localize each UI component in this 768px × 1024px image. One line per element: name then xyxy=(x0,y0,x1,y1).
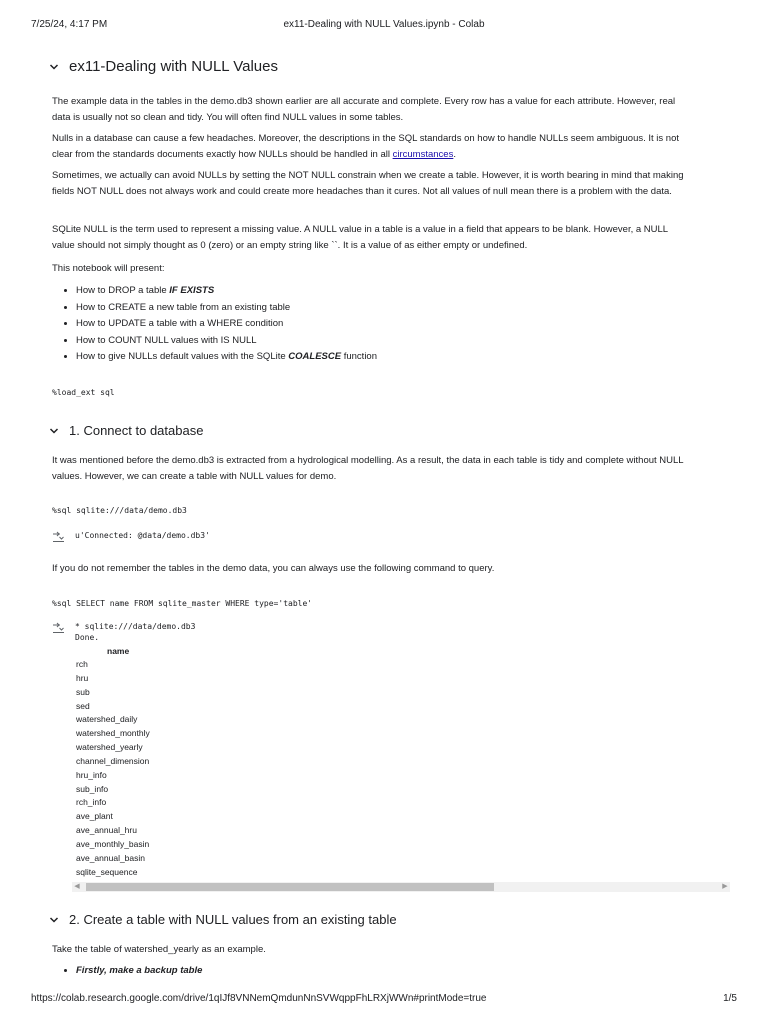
print-url: https://colab.research.google.com/drive/1qIJf8VNNemQmdunNnSVWqppFhLRXjWWn#printMode=true xyxy=(31,993,487,1004)
circumstances-link[interactable]: circumstances xyxy=(392,149,454,160)
scrollbar-thumb[interactable] xyxy=(86,883,494,891)
intro-paragraph-2: Nulls in a database can cause a few headaches. Moreover, the descriptions in the SQL standards on how to handle NULLs seem ambiguous. It is not clear from the standards documents exactly how NULLs should be handled in all circumstances. xyxy=(52,133,680,160)
notebook-title: ex11-Dealing with NULL Values xyxy=(69,58,278,75)
table-row: hru_info xyxy=(76,769,107,780)
print-title: ex11-Dealing with NULL Values.ipynb - Colab xyxy=(283,19,485,30)
list-item: • How to COUNT NULL values with IS NULL xyxy=(76,333,377,350)
notebook-title-section[interactable] xyxy=(47,58,278,75)
intro-paragraph-1: The example data in the tables in the demo.db3 shown earlier are all accurate and complete. Every row has a value for each attribute. However, real data is usually not so clean and tidy. You will often find NULL values in some tables. xyxy=(52,96,676,123)
code-cell-connect[interactable]: %sql sqlite:///data/demo.db3 xyxy=(52,506,187,515)
table-row: sub_info xyxy=(76,783,109,794)
table-row: sed xyxy=(76,700,90,711)
table-row: ave_plant xyxy=(76,811,113,822)
section-2-paragraph-1: Take the table of watershed_yearly as an example. xyxy=(52,944,266,955)
table-row: watershed_monthly xyxy=(76,728,150,739)
table-row: ave_annual_hru xyxy=(76,825,137,836)
section-1-title: 1. Connect to database xyxy=(69,423,204,438)
section-1-header[interactable] xyxy=(47,423,203,438)
list-item: • How to DROP a table IF EXISTS xyxy=(76,283,377,300)
chevron-down-icon[interactable] xyxy=(47,60,61,74)
section-2-title: 2. Create a table with NULL values from an existing table xyxy=(69,912,397,927)
output-query-line-2: Done. xyxy=(75,633,100,642)
intro-paragraph-4: SQLite NULL is the term used to represent a missing value. A NULL value in a table is a value in a field that appears to be blank. However, a NULL value should not simply thought as 0 (zero) or an empty string like ``. It is a value of as either empty or undefined. xyxy=(52,224,668,251)
intro-paragraph-5: This notebook will present: xyxy=(52,263,165,274)
list-item: • How to CREATE a new table from an existing table xyxy=(76,300,377,317)
chevron-down-icon[interactable] xyxy=(47,424,61,438)
table-header-name: name xyxy=(107,646,130,656)
table-row: rch xyxy=(76,659,88,669)
chevron-down-icon[interactable] xyxy=(47,913,61,927)
table-row: watershed_daily xyxy=(76,714,138,725)
tables-result-table xyxy=(76,644,150,880)
table-row: ave_annual_basin xyxy=(76,852,146,863)
list-item: • How to give NULLs default values with the SQLite COALESCE function xyxy=(76,349,377,366)
table-row: sub xyxy=(76,686,90,697)
output-toggle-icon[interactable] xyxy=(52,621,66,633)
intro-paragraph-3: Sometimes, we actually can avoid NULLs by setting the NOT NULL constrain when we create a table. However, it is worth bearing in mind that making fields NOT NULL does not always work and could create more headaches than it cures. Not all values of null mean there is a problem with the data. xyxy=(52,170,684,197)
section-1-paragraph-2: If you do not remember the tables in the demo data, you can always use the following command to query. xyxy=(52,563,495,574)
intro-bullet-list xyxy=(52,283,377,366)
list-item: • Firstly, make a backup table xyxy=(76,963,202,980)
table-row: ave_monthly_basin xyxy=(76,838,150,849)
scroll-right-icon[interactable]: ▶ xyxy=(722,883,728,890)
table-row: watershed_yearly xyxy=(76,742,143,753)
table-row: channel_dimension xyxy=(76,755,150,766)
section-2-bullet-list xyxy=(52,963,202,980)
table-row: rch_info xyxy=(76,797,107,808)
section-2-header[interactable] xyxy=(47,912,397,927)
table-row: sqlite_sequence xyxy=(76,866,138,877)
section-1-paragraph-1: It was mentioned before the demo.db3 is extracted from a hydrological modelling. As a result, the data in each table is tidy and complete without NULL values. However, we can create a table with NULL values for demo. xyxy=(52,455,684,482)
print-datetime: 7/25/24, 4:17 PM xyxy=(31,19,108,30)
output-toggle-icon[interactable] xyxy=(52,530,66,542)
list-item: • How to UPDATE a table with a WHERE condition xyxy=(76,316,377,333)
output-query-line-1: * sqlite:///data/demo.db3 xyxy=(75,622,196,631)
scroll-left-icon[interactable]: ◀ xyxy=(74,883,80,890)
code-cell-query[interactable]: %sql SELECT name FROM sqlite_master WHERE type='table' xyxy=(52,599,313,608)
horizontal-scrollbar[interactable] xyxy=(72,882,730,892)
code-cell-load-ext[interactable]: %load_ext sql xyxy=(52,388,115,397)
print-page-number: 1/5 xyxy=(723,993,737,1004)
output-connect: u'Connected: @data/demo.db3' xyxy=(75,531,210,540)
table-row: hru xyxy=(76,672,89,683)
